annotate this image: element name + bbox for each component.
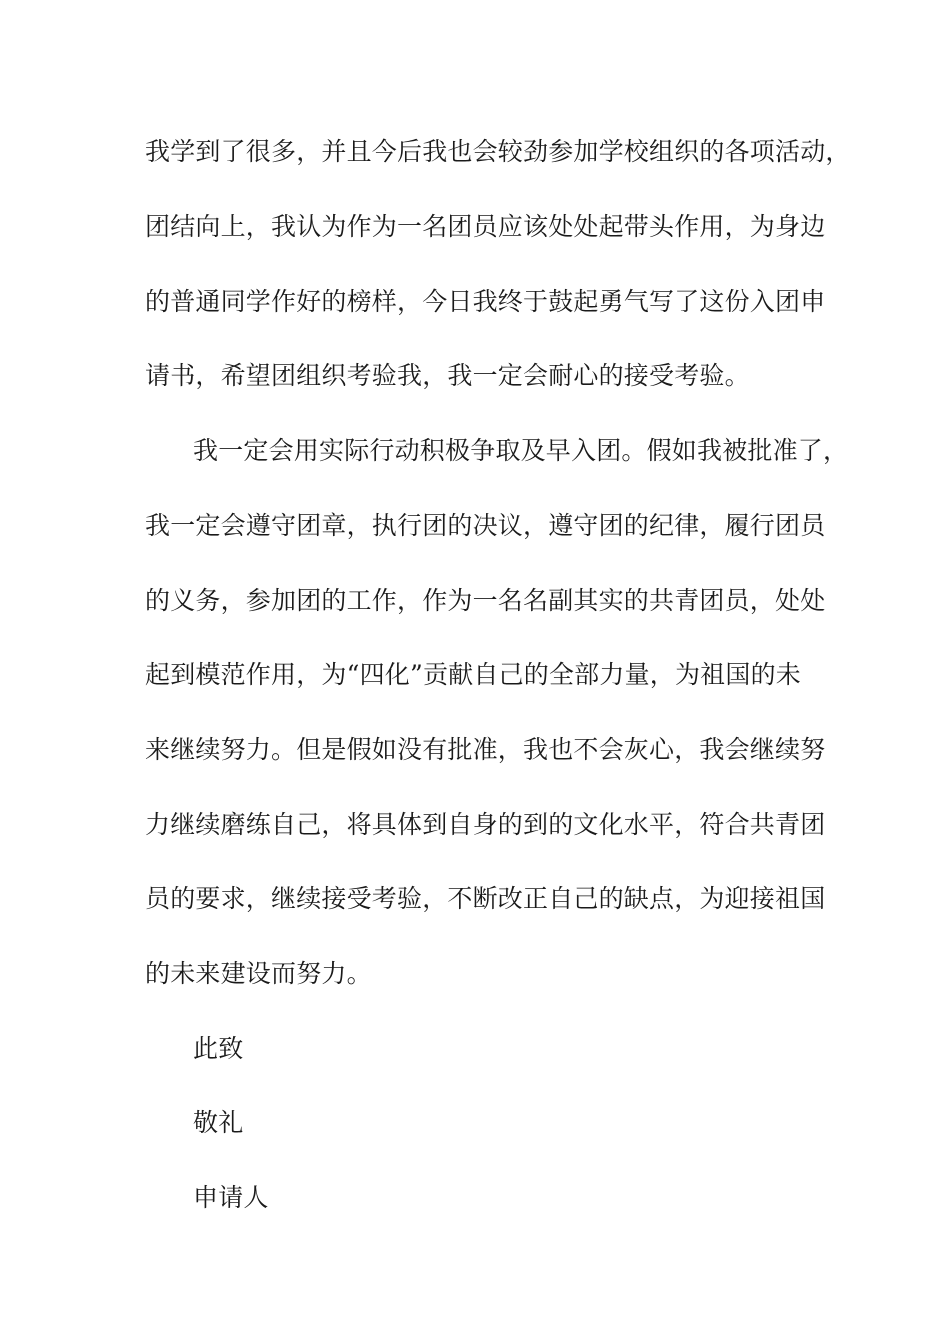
salute-text: 敬礼 [193, 1108, 244, 1137]
paragraph-line-4: 请书，希望团组织考验我，我一定会耐心的接受考验。 [145, 361, 750, 390]
paragraph-line-6: 我一定会遵守团章，执行团的决议，遵守团的纪律，履行团员 [145, 511, 826, 540]
paragraph-line-7: 的义务，参加团的工作，作为一名名副其实的共青团员，处处 [145, 586, 826, 615]
paragraph-line-11: 员的要求，继续接受考验，不断改正自己的缺点，为迎接祖国 [145, 884, 826, 913]
paragraph-line-8: 起到模范作用，为“四化”贡献自己的全部力量，为祖国的未 [145, 660, 801, 689]
paragraph-line-9: 来继续努力。但是假如没有批准，我也不会灰心，我会继续努 [145, 735, 826, 764]
closing-text: 此致 [193, 1034, 244, 1063]
paragraph-line-12: 的未来建设而努力。 [145, 959, 372, 988]
paragraph-line-1: 我学到了很多，并且今后我也会较劲参加学校组织的各项活动， [145, 137, 851, 166]
paragraph-line-5: 我一定会用实际行动积极争取及早入团。假如我被批准了， [193, 436, 849, 465]
signature-label: 申请人 [193, 1183, 269, 1212]
paragraph-line-3: 的普通同学作好的榜样，今日我终于鼓起勇气写了这份入团申 [145, 287, 826, 316]
paragraph-line-10: 力继续磨练自己，将具体到自身的到的文化水平，符合共青团 [145, 810, 826, 839]
paragraph-line-2: 团结向上，我认为作为一名团员应该处处起带头作用，为身边 [145, 212, 826, 241]
